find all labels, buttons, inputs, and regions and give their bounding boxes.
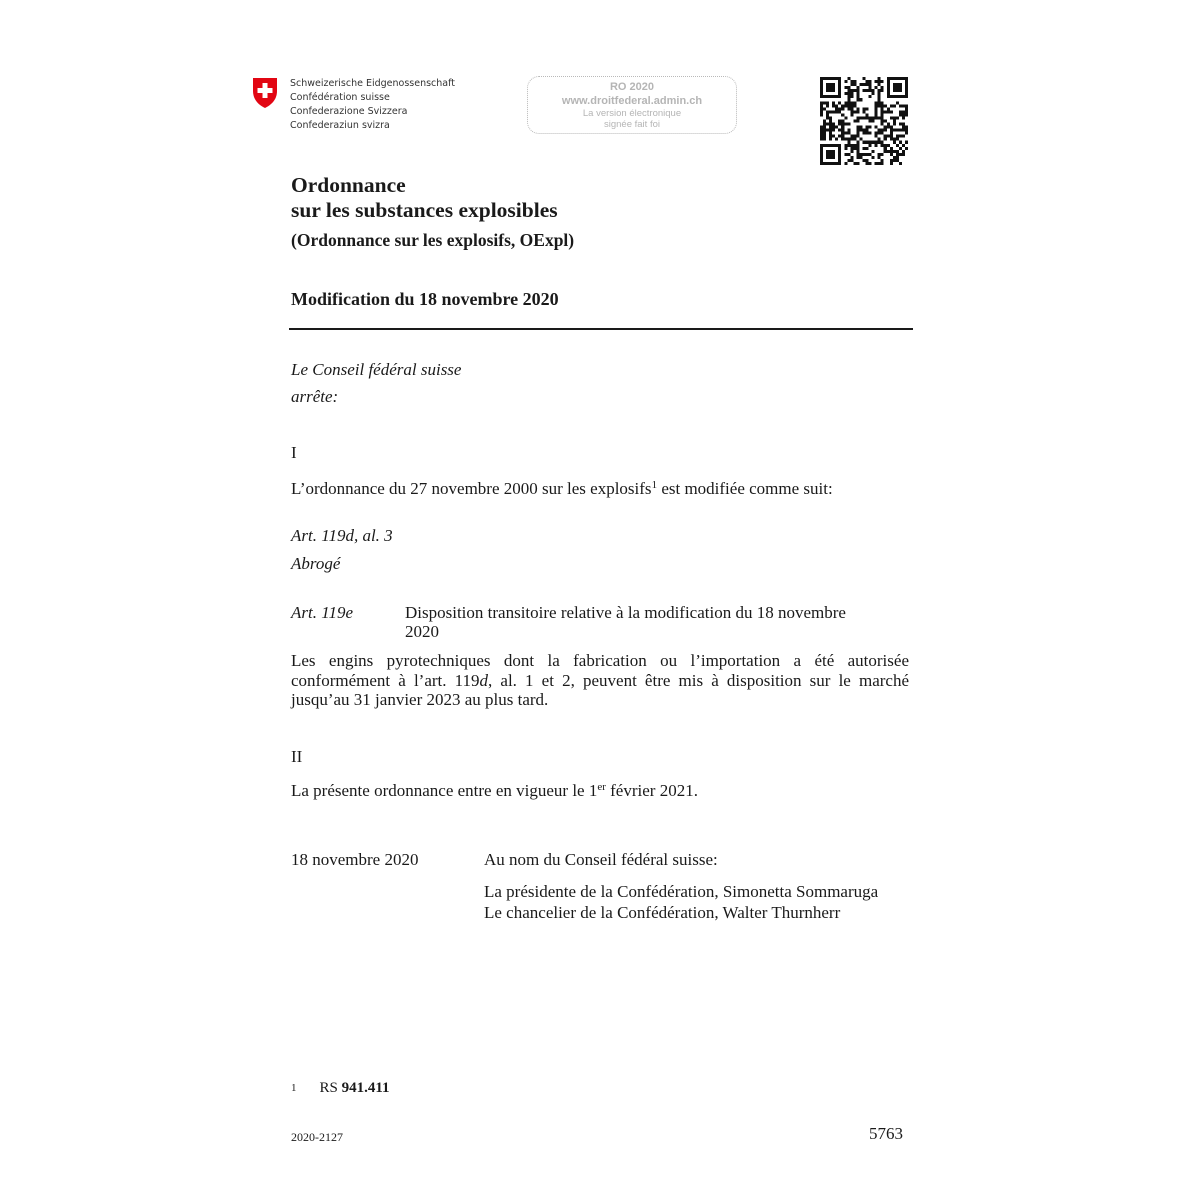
confederation-name-de: Schweizerische Eidgenossenschaft bbox=[290, 78, 456, 89]
confederation-names bbox=[290, 77, 455, 133]
section1-intro-text: L’ordonnance du 27 novembre 2000 sur les explosifs bbox=[291, 479, 652, 498]
article-119e-text-end: , al. 1 et 2, peuvent être mis à disposition sur le marché jusqu’au 31 janvier 2023 au plus tard. bbox=[291, 670, 910, 709]
section1-intro bbox=[291, 479, 833, 499]
footnote-number: 1 bbox=[291, 1082, 297, 1094]
signature-chancellor: Le chancelier de la Confédération, Walter Thurnherr bbox=[484, 903, 841, 922]
title-line1: Ordonnance bbox=[291, 173, 406, 197]
article-119e-text-start: Les engins pyrotechniques dont la fabrication ou l’importation a été autorisée conformément à l’art. 119 bbox=[291, 651, 909, 690]
preamble-decrees: arrête: bbox=[291, 387, 339, 406]
confederation-name-it: Confederazione Svizzera bbox=[290, 106, 408, 117]
swiss-crest-icon bbox=[252, 77, 278, 109]
article-119d-ref: Art. 119d, al. 3 bbox=[291, 526, 393, 545]
article-119d-status: Abrogé bbox=[291, 554, 341, 573]
title-line2: sur les substances explosibles bbox=[291, 198, 558, 222]
article-119e-title-line2: 2020 bbox=[405, 622, 439, 641]
entry-into-force-sup: er bbox=[597, 781, 606, 793]
preamble-council: Le Conseil fédéral suisse bbox=[291, 360, 462, 379]
signature-behalf: Au nom du Conseil fédéral suisse: bbox=[484, 850, 718, 869]
stamp-website: www.droitfederal.admin.ch bbox=[561, 95, 703, 107]
article-119e-text-letter: d bbox=[479, 670, 489, 690]
footnote-ref-1: 1 bbox=[651, 479, 658, 491]
document-number: 2020-2127 bbox=[291, 1130, 343, 1144]
entry-into-force-end: février 2021. bbox=[605, 781, 698, 800]
article-119e-title-line1: Disposition transitoire relative à la modification du 18 novembre bbox=[405, 603, 846, 622]
stamp-note-line1: La version électronique bbox=[582, 108, 682, 119]
page-number: 5763 bbox=[869, 1124, 903, 1143]
stamp-note-line2: signée fait foi bbox=[604, 119, 660, 130]
confederation-name-fr: Confédération suisse bbox=[290, 92, 390, 103]
signature-president: La présidente de la Confédération, Simonetta Sommaruga bbox=[484, 882, 879, 901]
title-short: (Ordonnance sur les explosifs, OExpl) bbox=[291, 230, 575, 250]
section1-intro-end: est modifiée comme suit: bbox=[657, 479, 833, 498]
article-119e-ref: Art. 119e bbox=[291, 603, 354, 622]
section-numeral-2: II bbox=[291, 747, 303, 766]
modification-date-heading: Modification du 18 novembre 2020 bbox=[291, 289, 559, 309]
title-rule bbox=[289, 328, 913, 330]
footnote-reference: 941.411 bbox=[341, 1080, 390, 1096]
footnote-prefix: RS bbox=[319, 1080, 342, 1096]
ro-stamp bbox=[527, 76, 737, 134]
article-119e-text bbox=[291, 651, 909, 710]
signature-date: 18 novembre 2020 bbox=[291, 850, 419, 869]
section-numeral-1: I bbox=[291, 443, 297, 462]
entry-into-force bbox=[291, 781, 698, 801]
confederation-name-rm: Confederaziun svizra bbox=[290, 120, 390, 131]
qr-code-icon bbox=[820, 77, 908, 165]
footnote bbox=[291, 1079, 390, 1097]
entry-into-force-text: La présente ordonnance entre en vigueur le 1 bbox=[291, 781, 598, 800]
stamp-ro-label: RO 2020 bbox=[609, 81, 655, 93]
